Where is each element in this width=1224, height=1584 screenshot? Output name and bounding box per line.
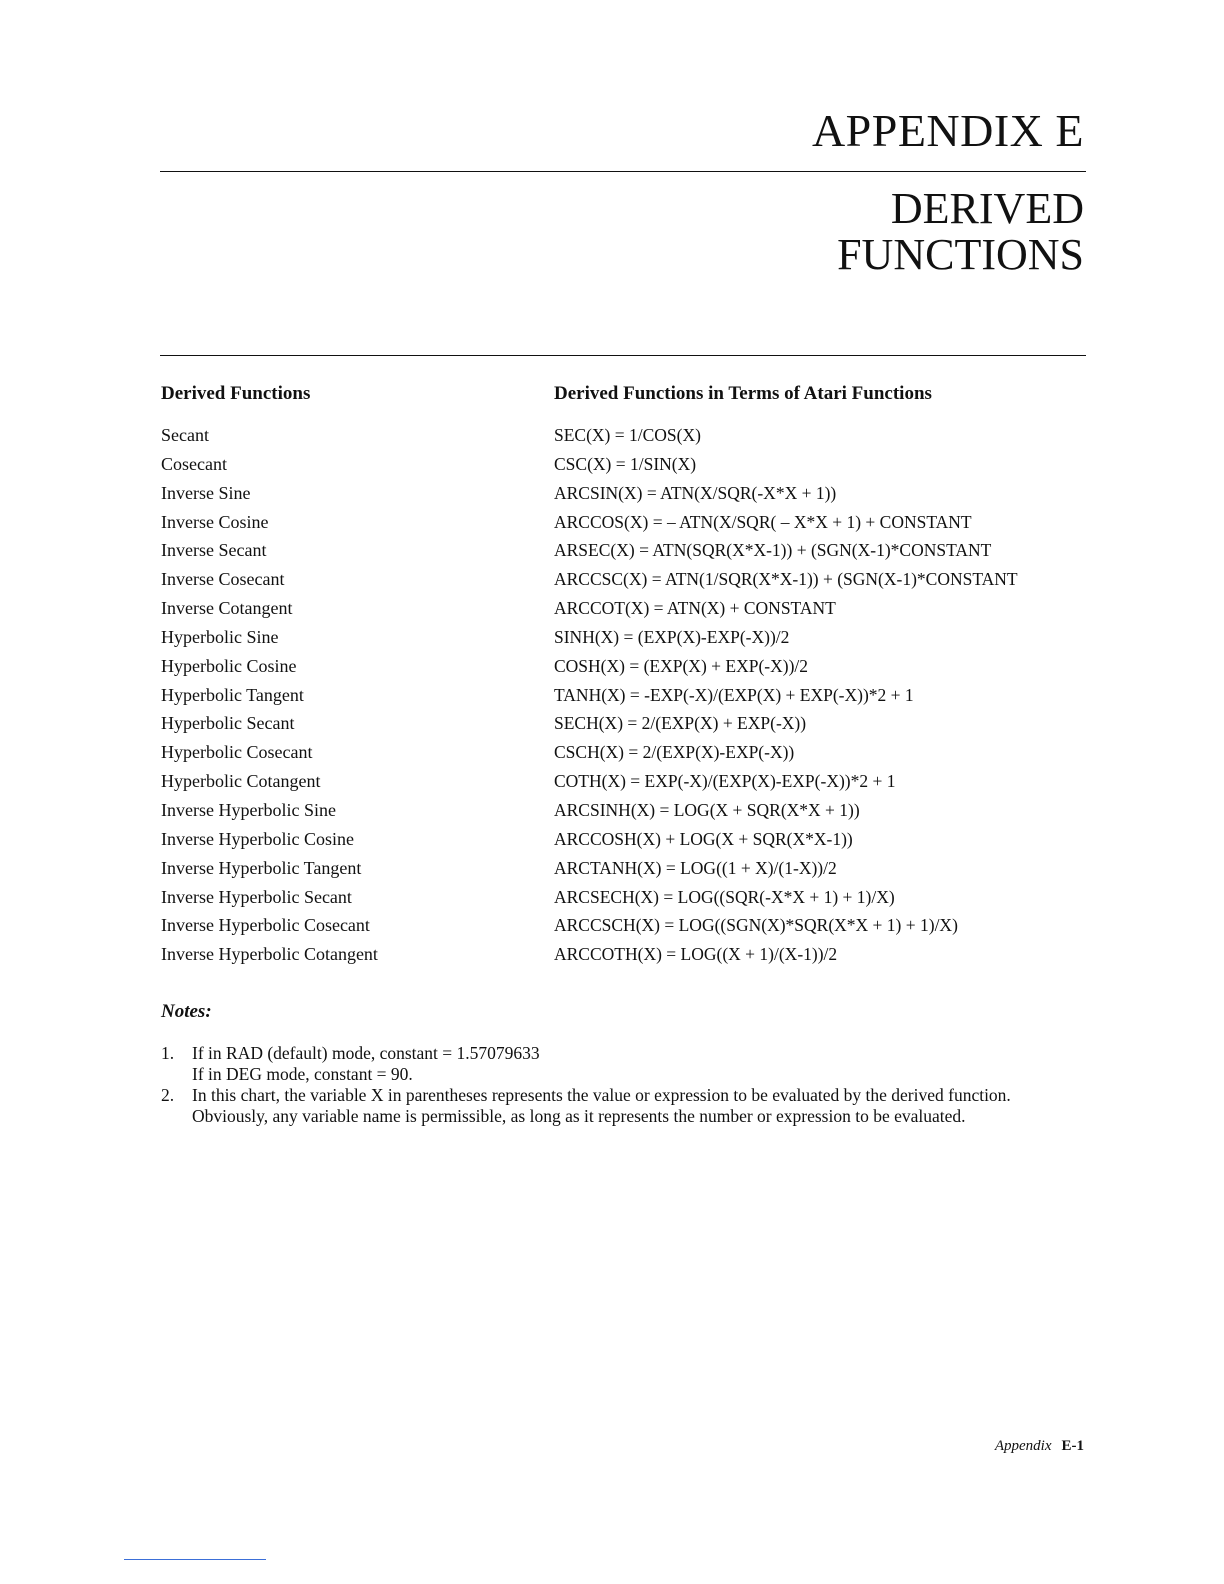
function-name: Hyperbolic Cotangent	[161, 771, 321, 792]
function-formula: SINH(X) = (EXP(X)-EXP(-X))/2	[554, 626, 790, 647]
function-name: Inverse Cosine	[161, 511, 269, 532]
function-name: Inverse Hyperbolic Sine	[161, 799, 336, 820]
function-formula: ARCSECH(X) = LOG((SQR(-X*X + 1) + 1)/X)	[554, 886, 895, 907]
function-name: Inverse Secant	[161, 540, 267, 561]
function-name: Inverse Sine	[161, 482, 251, 503]
appendix-label: APPENDIX E	[811, 105, 1084, 156]
note-text-line: If in RAD (default) mode, constant = 1.57079633	[192, 1043, 540, 1063]
function-formula: CSC(X) = 1/SIN(X)	[554, 453, 697, 474]
top-divider	[160, 171, 1086, 172]
function-formula: COTH(X) = EXP(-X)/(EXP(X)-EXP(-X))*2 + 1	[554, 771, 896, 792]
function-name: Inverse Hyperbolic Cosecant	[161, 915, 370, 936]
function-names-column	[161, 383, 541, 969]
page-footer	[995, 1438, 1084, 1455]
page-title	[837, 186, 1084, 278]
page-number: E-1	[1061, 1438, 1084, 1454]
function-formula: ARCCSCH(X) = LOG((SGN(X)*SQR(X*X + 1) + 1)/X)	[554, 915, 958, 936]
function-formula: ARCTANH(X) = LOG((1 + X)/(1-X))/2	[554, 857, 837, 878]
function-formula: ARCCSC(X) = ATN(1/SQR(X*X-1)) + (SGN(X-1)*CONSTANT	[554, 569, 1018, 590]
function-name: Inverse Hyperbolic Cosine	[161, 828, 354, 849]
function-formulas-list	[554, 421, 1094, 969]
title-line-2: FUNCTIONS	[837, 230, 1084, 279]
note-number: 1.	[161, 1043, 175, 1063]
function-name: Secant	[161, 425, 209, 445]
title-line-1: DERIVED	[890, 184, 1084, 233]
note-item	[161, 1085, 1091, 1127]
note-text: In this chart, the variable X in parentheses represents the value or expression to be evaluated by the derived function. Obviously, any variable name is permissible, as long as it represents the number or expression to be evaluated.	[192, 1085, 1011, 1126]
function-formula: TANH(X) = -EXP(-X)/(EXP(X) + EXP(-X))*2 + 1	[554, 684, 914, 705]
function-name: Inverse Hyperbolic Secant	[161, 886, 352, 907]
function-formula: ARSEC(X) = ATN(SQR(X*X-1)) + (SGN(X-1)*CONSTANT	[554, 540, 992, 561]
function-name: Inverse Cotangent	[161, 598, 293, 619]
notes-heading: Notes:	[161, 1001, 212, 1022]
section-divider	[160, 355, 1086, 356]
function-name: Hyperbolic Cosine	[161, 655, 297, 676]
note-text-line: If in DEG mode, constant = 90.	[192, 1064, 413, 1084]
note-number: 2.	[161, 1085, 175, 1105]
function-formula: ARCSIN(X) = ATN(X/SQR(-X*X + 1))	[554, 482, 837, 503]
function-formula: CSCH(X) = 2/(EXP(X)-EXP(-X))	[554, 742, 795, 763]
function-formulas-column	[554, 383, 1094, 969]
function-name: Hyperbolic Cosecant	[161, 742, 313, 763]
function-name: Inverse Cosecant	[161, 569, 285, 590]
function-names-list	[161, 421, 541, 969]
function-formula: SECH(X) = 2/(EXP(X) + EXP(-X))	[554, 713, 807, 734]
footer-label: Appendix	[994, 1438, 1052, 1454]
function-formula: ARCCOSH(X) + LOG(X + SQR(X*X-1))	[554, 828, 853, 849]
function-formula: ARCCOTH(X) = LOG((X + 1)/(X-1))/2	[554, 944, 838, 965]
note-item	[161, 1043, 1091, 1085]
function-formula: ARCCOS(X) = – ATN(X/SQR( – X*X + 1) + CONSTANT	[554, 511, 972, 532]
column-header-atari-functions: Derived Functions in Terms of Atari Functions	[554, 383, 932, 404]
function-name: Hyperbolic Sine	[161, 626, 279, 647]
function-formula: ARCCOT(X) = ATN(X) + CONSTANT	[554, 598, 836, 619]
function-name: Hyperbolic Secant	[161, 713, 295, 734]
function-name: Hyperbolic Tangent	[161, 684, 304, 705]
column-header-derived-functions: Derived Functions	[161, 383, 311, 404]
function-formula: ARCSINH(X) = LOG(X + SQR(X*X + 1))	[554, 799, 860, 820]
function-name: Inverse Hyperbolic Tangent	[161, 857, 362, 878]
bottom-accent-line	[124, 1559, 266, 1560]
function-name: Cosecant	[161, 453, 227, 474]
function-formula: COSH(X) = (EXP(X) + EXP(-X))/2	[554, 655, 809, 676]
notes-list	[161, 1043, 1091, 1127]
function-name: Inverse Hyperbolic Cotangent	[161, 944, 378, 965]
function-formula: SEC(X) = 1/COS(X)	[554, 425, 701, 445]
